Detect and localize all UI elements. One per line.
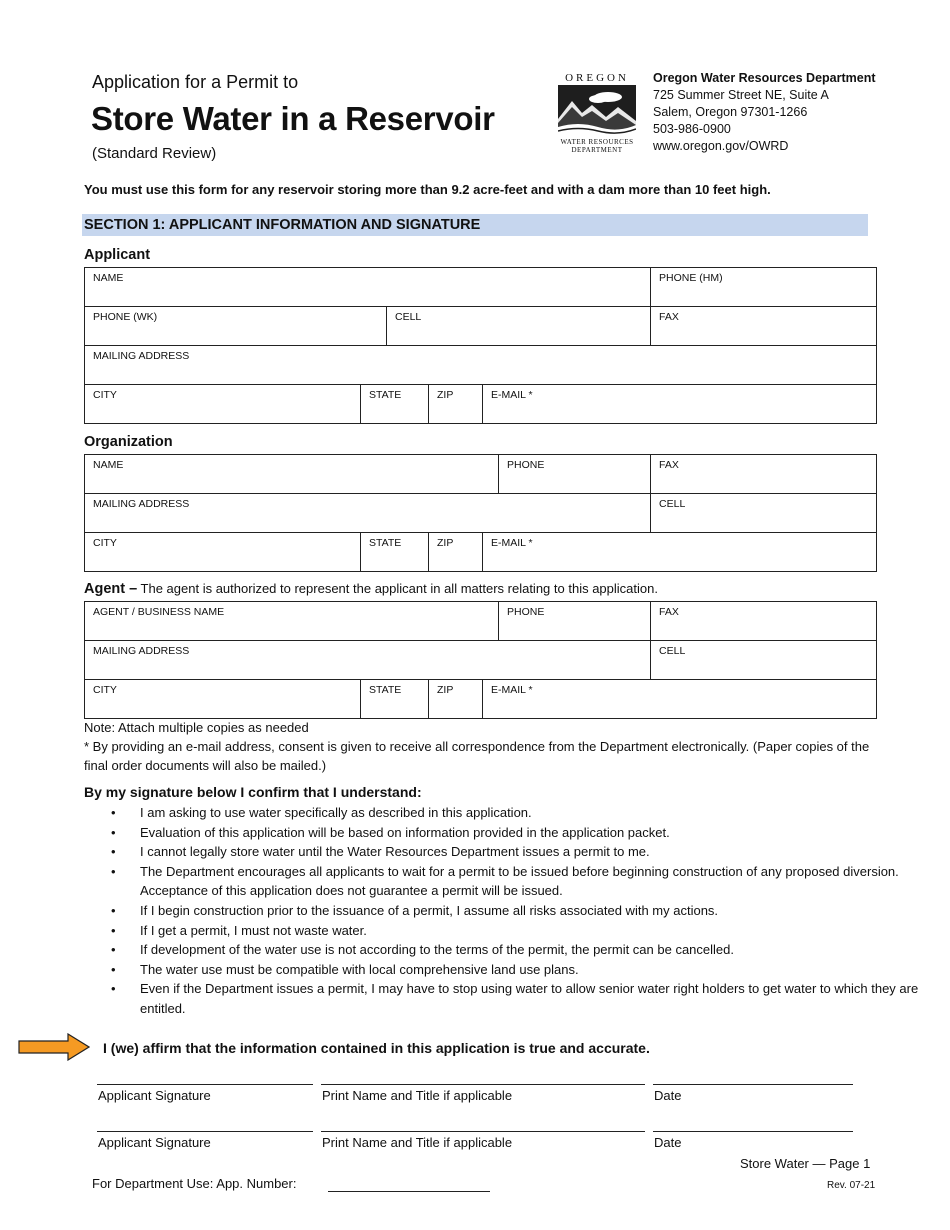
org-state-field[interactable]: STATE [361,533,429,572]
section-1-header [82,214,868,236]
agency-city: Salem, Oregon 97301-1266 [653,105,808,119]
agent-email-field[interactable]: E-MAIL * [483,680,877,719]
page-footer: Store Water — Page 1 [740,1156,871,1171]
list-item: • I am asking to use water specifically as described in this application. [140,803,920,823]
org-email-field[interactable]: E-MAIL * [483,533,877,572]
confirm-list [84,803,920,1019]
print-name-line-2[interactable] [321,1130,645,1132]
applicant-name-field[interactable]: NAME [85,268,651,307]
applicant-cell-field[interactable]: CELL [387,307,651,346]
form-subtitle: Application for a Permit to [92,72,299,92]
list-item: • If I get a permit, I must not waste water. [140,921,920,941]
agent-phone-field[interactable]: PHONE [499,602,651,641]
agent-mailing-field[interactable]: MAILING ADDRESS [85,641,651,680]
agency-phone: 503-986-0900 [653,122,731,136]
signature-line-1[interactable] [97,1083,313,1085]
print-name-line-1[interactable] [321,1083,645,1085]
list-item: • If I begin construction prior to the issuance of a permit, I assume all risks associated with my actions. [140,901,920,921]
agent-zip-field[interactable]: ZIP [429,680,483,719]
applicant-signature-label: Applicant Signature [98,1088,211,1103]
list-item: • The Department encourages all applicants to wait for a permit to be issued before beginning construction of any proposed diversion. Acceptance of this application does not guarantee a permit will be issued. [140,862,920,901]
applicant-mailing-field[interactable]: MAILING ADDRESS [85,346,877,385]
print-name-label: Print Name and Title if applicable [322,1135,513,1150]
review-type: (Standard Review) [92,145,217,162]
agent-fax-field[interactable]: FAX [651,602,877,641]
org-phone-field[interactable]: PHONE [499,455,651,494]
list-item: • Evaluation of this application will be based on information provided in the application packet. [140,823,920,843]
agent-description: The agent is authorized to represent the applicant in all matters relating to this application. [137,581,658,596]
applicant-phone-hm-field[interactable]: PHONE (HM) [651,268,877,307]
agent-cell-field[interactable]: CELL [651,641,877,680]
org-mailing-field[interactable]: MAILING ADDRESS [85,494,651,533]
department-use-label: For Department Use: App. Number: [92,1176,297,1191]
applicant-phone-wk-field[interactable]: PHONE (WK) [85,307,387,346]
email-consent-note: * By providing an e-mail address, consent is given to receive all correspondence from the Department electronically. (Paper copies of the final order documents will also be mailed.) [84,739,870,773]
logo-oregon-text: OREGON [565,72,629,84]
applicant-state-field[interactable]: STATE [361,385,429,424]
print-name-label: Print Name and Title if applicable [322,1088,513,1103]
applicant-table [84,267,877,424]
date-line-2[interactable] [653,1130,853,1132]
agency-street: 725 Summer Street NE, Suite A [653,88,829,102]
app-number-line[interactable] [328,1190,490,1192]
logo-line1: WATER RESOURCES [560,138,634,146]
agent-heading: Agent – [84,581,138,597]
org-city-field[interactable]: CITY [85,533,361,572]
agency-address [653,70,876,155]
arrow-right-icon [18,1033,90,1061]
org-name-field[interactable]: NAME [85,455,499,494]
form-title: Store Water in a Reservoir [91,100,495,137]
applicant-zip-field[interactable]: ZIP [429,385,483,424]
date-label: Date [654,1088,682,1103]
attach-note: Note: Attach multiple copies as needed [84,720,309,735]
signature-line-2[interactable] [97,1130,313,1132]
org-cell-field[interactable]: CELL [651,494,877,533]
mountain-landscape-icon [558,85,636,135]
applicant-email-field[interactable]: E-MAIL * [483,385,877,424]
logo-line2: DEPARTMENT [571,146,623,154]
agency-name: Oregon Water Resources Department [653,71,876,85]
list-item: • Even if the Department issues a permit, I may have to stop using water to allow senior water right holders to get water to which they are entitled. [140,979,920,1018]
applicant-heading: Applicant [84,247,151,263]
usage-notice: You must use this form for any reservoir storing more than 9.2 acre-feet and with a dam more than 10 feet high. [84,182,771,197]
agent-city-field[interactable]: CITY [85,680,361,719]
confirm-heading: By my signature below I confirm that I understand: [84,784,422,800]
agent-heading-row [84,581,658,597]
org-zip-field[interactable]: ZIP [429,533,483,572]
organization-table [84,454,877,572]
revision-label: Rev. 07-21 [827,1180,876,1191]
agency-website[interactable]: www.oregon.gov/OWRD [653,139,789,153]
organization-heading: Organization [84,434,173,450]
agent-name-field[interactable]: AGENT / BUSINESS NAME [85,602,499,641]
applicant-city-field[interactable]: CITY [85,385,361,424]
affirm-statement: I (we) affirm that the information contained in this application is true and accurate. [103,1040,650,1056]
date-line-1[interactable] [653,1083,853,1085]
date-label: Date [654,1135,682,1150]
list-item: • I cannot legally store water until the Water Resources Department issues a permit to me. [140,842,920,862]
list-item: • The water use must be compatible with local comprehensive land use plans. [140,960,920,980]
owrd-logo [554,72,640,154]
section-1-title: SECTION 1: APPLICANT INFORMATION AND SIGNATURE [84,217,481,233]
list-item: • If development of the water use is not according to the terms of the permit, the permit can be cancelled. [140,940,920,960]
agent-state-field[interactable]: STATE [361,680,429,719]
agent-table [84,601,877,719]
applicant-signature-label: Applicant Signature [98,1135,211,1150]
org-fax-field[interactable]: FAX [651,455,877,494]
applicant-fax-field[interactable]: FAX [651,307,877,346]
